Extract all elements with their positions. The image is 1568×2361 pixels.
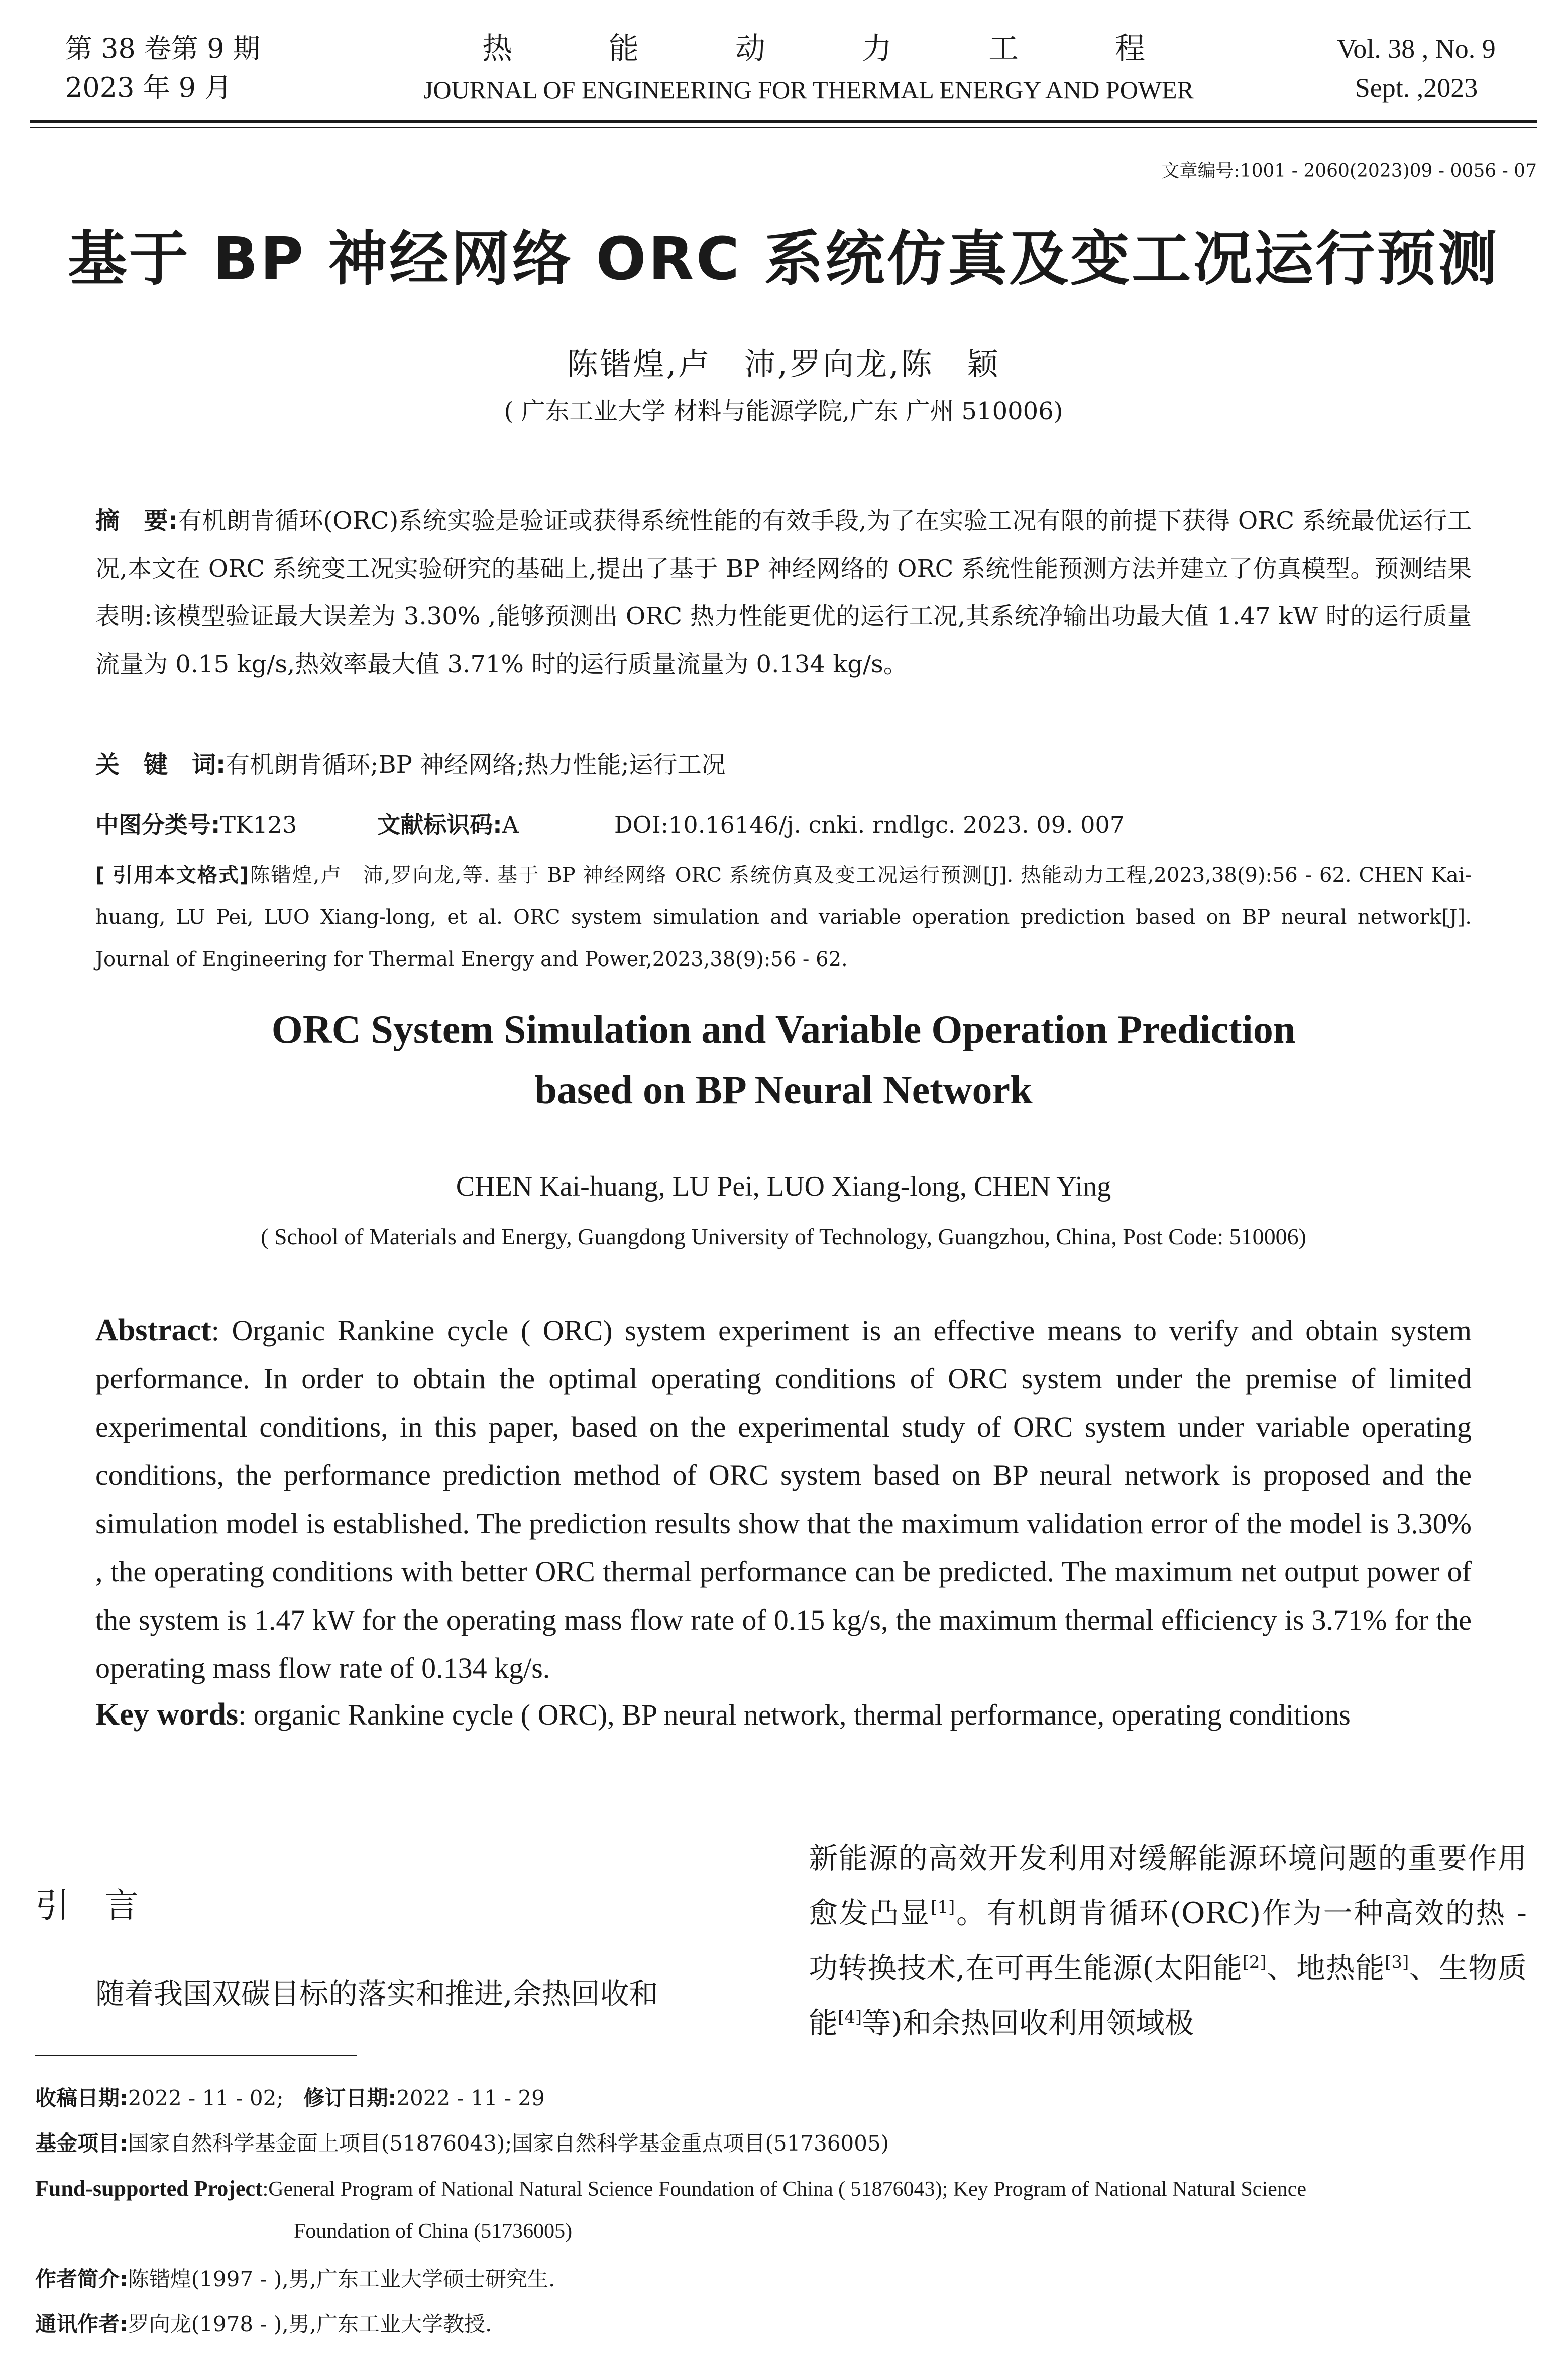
issue-date: 2023 年 9 月	[65, 72, 232, 103]
abstract-en	[95, 1306, 1472, 1692]
abstract-en-text: : Organic Rankine cycle ( ORC) system experiment is an effective means to verify and obtain system performance. In order to obtain the optimal operating conditions of ORC system under the premise of limited experimental conditions, in this paper, based on the experimental study of ORC system under variable operating conditions, the performance prediction method of ORC system based on BP neural network is proposed and the simulation model is established. The prediction results show that the maximum validation error of the model is 3.30% , the operating conditions with better ORC thermal performance can be predicted. The maximum net output power of the system is 1.47 kW for the operating mass flow rate of 0.15 kg/s, the maximum thermal efficiency is 3.71% for the operating mass flow rate of 0.134 kg/s.	[95, 1314, 1472, 1684]
revised-label: 修订日期:	[303, 2086, 397, 2110]
issue-info	[65, 29, 260, 108]
journal-title-en: JOURNAL OF ENGINEERING FOR THERMAL ENERGY AND POWER	[423, 76, 1194, 104]
abstract-cn-label: 摘 要:	[95, 507, 178, 535]
journal-title-cn	[482, 29, 1145, 68]
abstract-en-label: Abstract	[95, 1313, 211, 1347]
citation-label: [ 引用本文格式]	[95, 864, 249, 887]
intro-left-column: 随着我国双碳目标的落实和推进,余热回收和	[95, 1977, 658, 2011]
keywords-en-label: Key words	[95, 1697, 239, 1732]
journal-char: 能	[609, 31, 639, 66]
intro-text: 。有机朗肯循环(ORC)作为一种高效的热 - 功转换技术,在可再生能源(太阳能	[809, 1896, 1527, 1985]
header-rule	[30, 120, 1537, 123]
intro-text: 等)和余热回收利用领域极	[862, 2005, 1194, 2040]
abstract-cn	[95, 497, 1472, 688]
fund-cn-label: 基金项目:	[35, 2131, 128, 2156]
intro-text: 、生物质能	[809, 1951, 1527, 2040]
intro-text: 、地热能	[1266, 1951, 1385, 1985]
doi: DOI:10.16146/j. cnki. rndlgc. 2023. 09. 007	[614, 811, 1125, 838]
author-bio-text: 陈锴煌(1997 - ),男,广东工业大学硕士研究生.	[128, 2267, 555, 2291]
citation-ref: [3]	[1385, 1952, 1409, 1973]
keywords-en-text: : organic Rankine cycle ( ORC), BP neural network, thermal performance, operating conditions	[238, 1698, 1351, 1731]
journal-char: 程	[1115, 31, 1145, 66]
keywords-cn-label: 关 键 词:	[95, 750, 226, 779]
citation-format	[95, 854, 1472, 981]
fund-cn-text: 国家自然科学基金面上项目(51876043);国家自然科学基金重点项目(51736005)	[128, 2131, 889, 2156]
authors-cn: 陈锴煌,卢 沛,罗向龙,陈 颖	[567, 346, 1000, 382]
article-number: 文章编号:1001 - 2060(2023)09 - 0056 - 07	[1161, 161, 1537, 181]
title-cn: 基于 BP 神经网络 ORC 系统仿真及变工况运行预测	[67, 224, 1500, 293]
intro-text: 新能源的高效开发利用对缓解能源环境问题的重要作用愈发凸显	[809, 1841, 1527, 1930]
keywords-cn-text: 有机朗肯循环;BP 神经网络;热力性能;运行工况	[226, 750, 726, 779]
received-date: 2022 - 11 - 02;	[128, 2086, 284, 2110]
doc-code-label: 文献标识码:	[377, 811, 502, 838]
issue-volume: 第 38 卷第 9 期	[65, 33, 260, 64]
footnote-dates	[35, 2077, 1537, 2119]
footnote-rule	[35, 2055, 357, 2056]
keywords-cn	[95, 741, 1472, 789]
date-en: Sept. ,2023	[1355, 73, 1478, 103]
fund-en-text: :General Program of National Natural Science Foundation of China ( 51876043); Key Program of National Natural Science	[262, 2178, 1307, 2201]
journal-char: 工	[988, 31, 1019, 66]
journal-char: 力	[862, 31, 892, 66]
intro-right-column	[809, 1834, 1527, 2048]
keywords-en	[95, 1690, 1472, 1739]
journal-char: 动	[735, 31, 765, 66]
clc-label: 中图分类号:	[95, 811, 220, 838]
issue-info-en	[1306, 29, 1527, 108]
revised-date: 2022 - 11 - 29	[396, 2086, 545, 2110]
footnote-corresponding	[35, 2303, 1537, 2345]
footnote-fund-en	[35, 2168, 1537, 2252]
citation-ref: [2]	[1242, 1952, 1267, 1973]
authors-en: CHEN Kai-huang, LU Pei, LUO Xiang-long, CHEN Ying	[456, 1171, 1111, 1202]
journal-char: 热	[482, 31, 512, 66]
title-en	[30, 1000, 1537, 1120]
volume-en: Vol. 38 , No. 9	[1337, 34, 1496, 64]
doc-code-value: A	[502, 811, 519, 838]
corresponding-label: 通讯作者:	[35, 2312, 128, 2336]
section-heading-intro: 引言	[35, 1886, 174, 1926]
received-label: 收稿日期:	[35, 2086, 128, 2110]
citation-ref: [4]	[838, 2007, 862, 2027]
footnote-author-bio	[35, 2258, 1537, 2300]
affiliation-en: ( School of Materials and Energy, Guangdong University of Technology, Guangzhou, China, Post Code: 510006)	[261, 1224, 1306, 1249]
fund-en-text-cont: Foundation of China (51736005)	[294, 2220, 573, 2243]
fund-en-label: Fund-supported Project	[35, 2176, 263, 2201]
footnote-fund-cn	[35, 2122, 1537, 2165]
title-en-line1: ORC System Simulation and Variable Operation Prediction	[271, 1008, 1296, 1052]
author-bio-label: 作者简介:	[35, 2267, 128, 2291]
clc-value: TK123	[220, 811, 297, 838]
abstract-cn-text: 有机朗肯循环(ORC)系统实验是验证或获得系统性能的有效手段,为了在实验工况有限的前提下获得 ORC 系统最优运行工况,本文在 ORC 系统变工况实验研究的基础上,提出了基于 BP 神经网络的 ORC 系统性能预测方法并建立了仿真模型。预测结果表明:该模型验证最大误差为 3.30% ,能够预测出 ORC 热力性能更优的运行工况,其系统净输出功最大值 1.47 kW 时的运行质量流量为 0.15 kg/s,热效率最大值 3.71% 时的运行质量流量为 0.134 kg/s。	[95, 507, 1472, 678]
title-en-line2: based on BP Neural Network	[534, 1068, 1033, 1112]
citation-ref: [1]	[931, 1897, 955, 1917]
citation-text: 陈锴煌,卢 沛,罗向龙,等. 基于 BP 神经网络 ORC 系统仿真及变工况运行预测[J]. 热能动力工程,2023,38(9):56 - 62. CHEN Kai-huang, LU Pei, LUO Xiang-long, et al. ORC system simulation and variable operation prediction based on BP neural network[J]. Journal of Engineering for Thermal Energy and Power,2023,38(9):56 - 62.	[95, 864, 1472, 971]
classification-line	[95, 801, 1472, 849]
affiliation-cn: ( 广东工业大学 材料与能源学院,广东 广州 510006)	[504, 397, 1063, 425]
corresponding-text: 罗向龙(1978 - ),男,广东工业大学教授.	[128, 2312, 492, 2336]
header-rule-thin	[30, 127, 1537, 128]
